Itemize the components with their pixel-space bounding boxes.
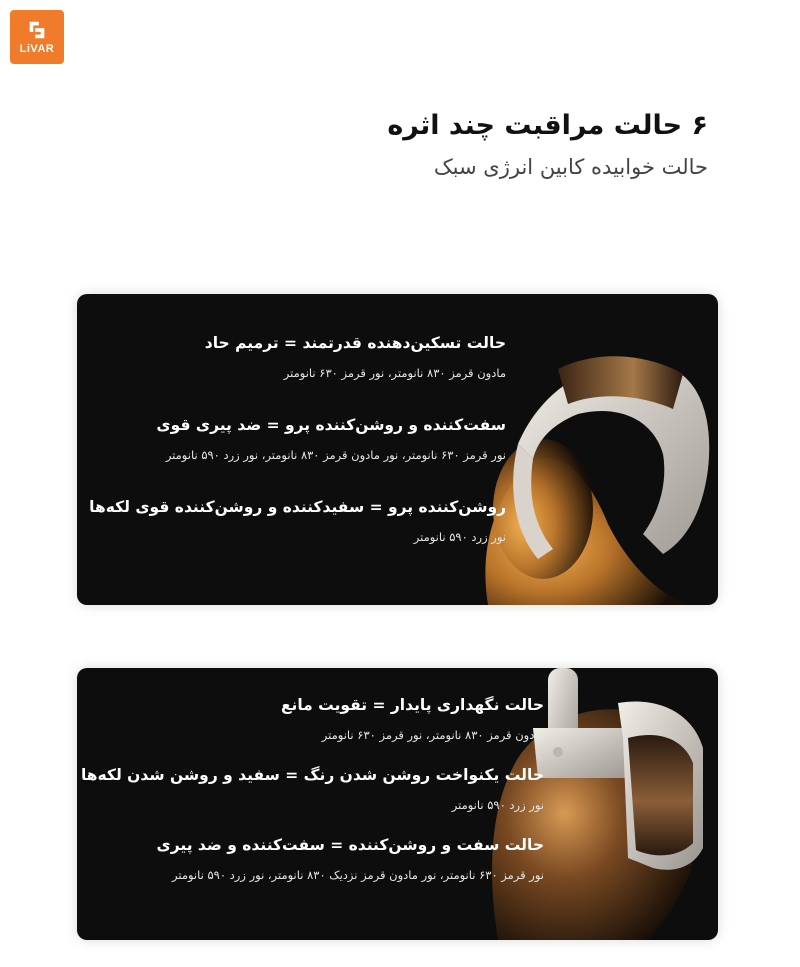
mode-item <box>84 694 544 744</box>
mode-wavelengths: نور قرمز ۶۳۰ نانومتر، نور مادون قرمز ۸۳۰ نانومتر، نور زرد ۵۹۰ نانومتر <box>165 448 506 462</box>
logo-text: LiVAR <box>19 43 55 55</box>
mode-wavelengths: مادون قرمز ۸۳۰ نانومتر، نور قرمز ۶۳۰ نانومتر <box>283 366 506 380</box>
brand-logo[interactable] <box>10 10 64 64</box>
mode-title: روشن‌کننده پرو = سفیدکننده و روشن‌کننده قوی لکه‌ها <box>89 498 506 516</box>
modes-list <box>80 694 544 884</box>
mode-wavelengths: نور قرمز ۶۳۰ نانومتر، نور مادون قرمز نزدیک ۸۳۰ نانومتر، نور زرد ۵۹۰ نانومتر <box>172 868 544 882</box>
mode-title: سفت‌کننده و روشن‌کننده پرو = ضد پیری قوی <box>156 416 506 434</box>
mode-title: حالت یکنواخت روشن شدن رنگ = سفید و روشن شدن لکه‌ها <box>80 766 544 784</box>
mode-item <box>86 496 506 546</box>
mode-title: حالت نگهداری پایدار = تقویت مانع <box>280 696 544 714</box>
care-modes-card-lying <box>77 294 718 605</box>
mode-wavelengths: مادون قرمز ۸۳۰ نانومتر، نور قرمز ۶۳۰ نانومتر <box>321 728 544 742</box>
mode-wavelengths: نور زرد ۵۹۰ نانومتر <box>451 798 544 812</box>
livar-logo-icon <box>26 19 48 41</box>
care-modes-card-worn <box>77 668 718 940</box>
mode-wavelengths: نور زرد ۵۹۰ نانومتر <box>413 530 506 544</box>
heading <box>387 110 708 179</box>
modes-list <box>86 332 506 546</box>
mode-item <box>86 332 506 382</box>
mode-title: حالت تسکین‌دهنده قدرتمند = ترمیم حاد <box>204 334 506 352</box>
page-title: ۶ حالت مراقبت چند اثره <box>387 110 708 141</box>
mode-title: حالت سفت و روشن‌کننده = سفت‌کننده و ضد پیری <box>156 836 544 854</box>
page-subtitle: حالت خوابیده کابین انرژی سبک <box>433 155 708 179</box>
mode-item <box>84 834 544 884</box>
mode-item <box>80 764 544 814</box>
mode-item <box>86 414 506 464</box>
